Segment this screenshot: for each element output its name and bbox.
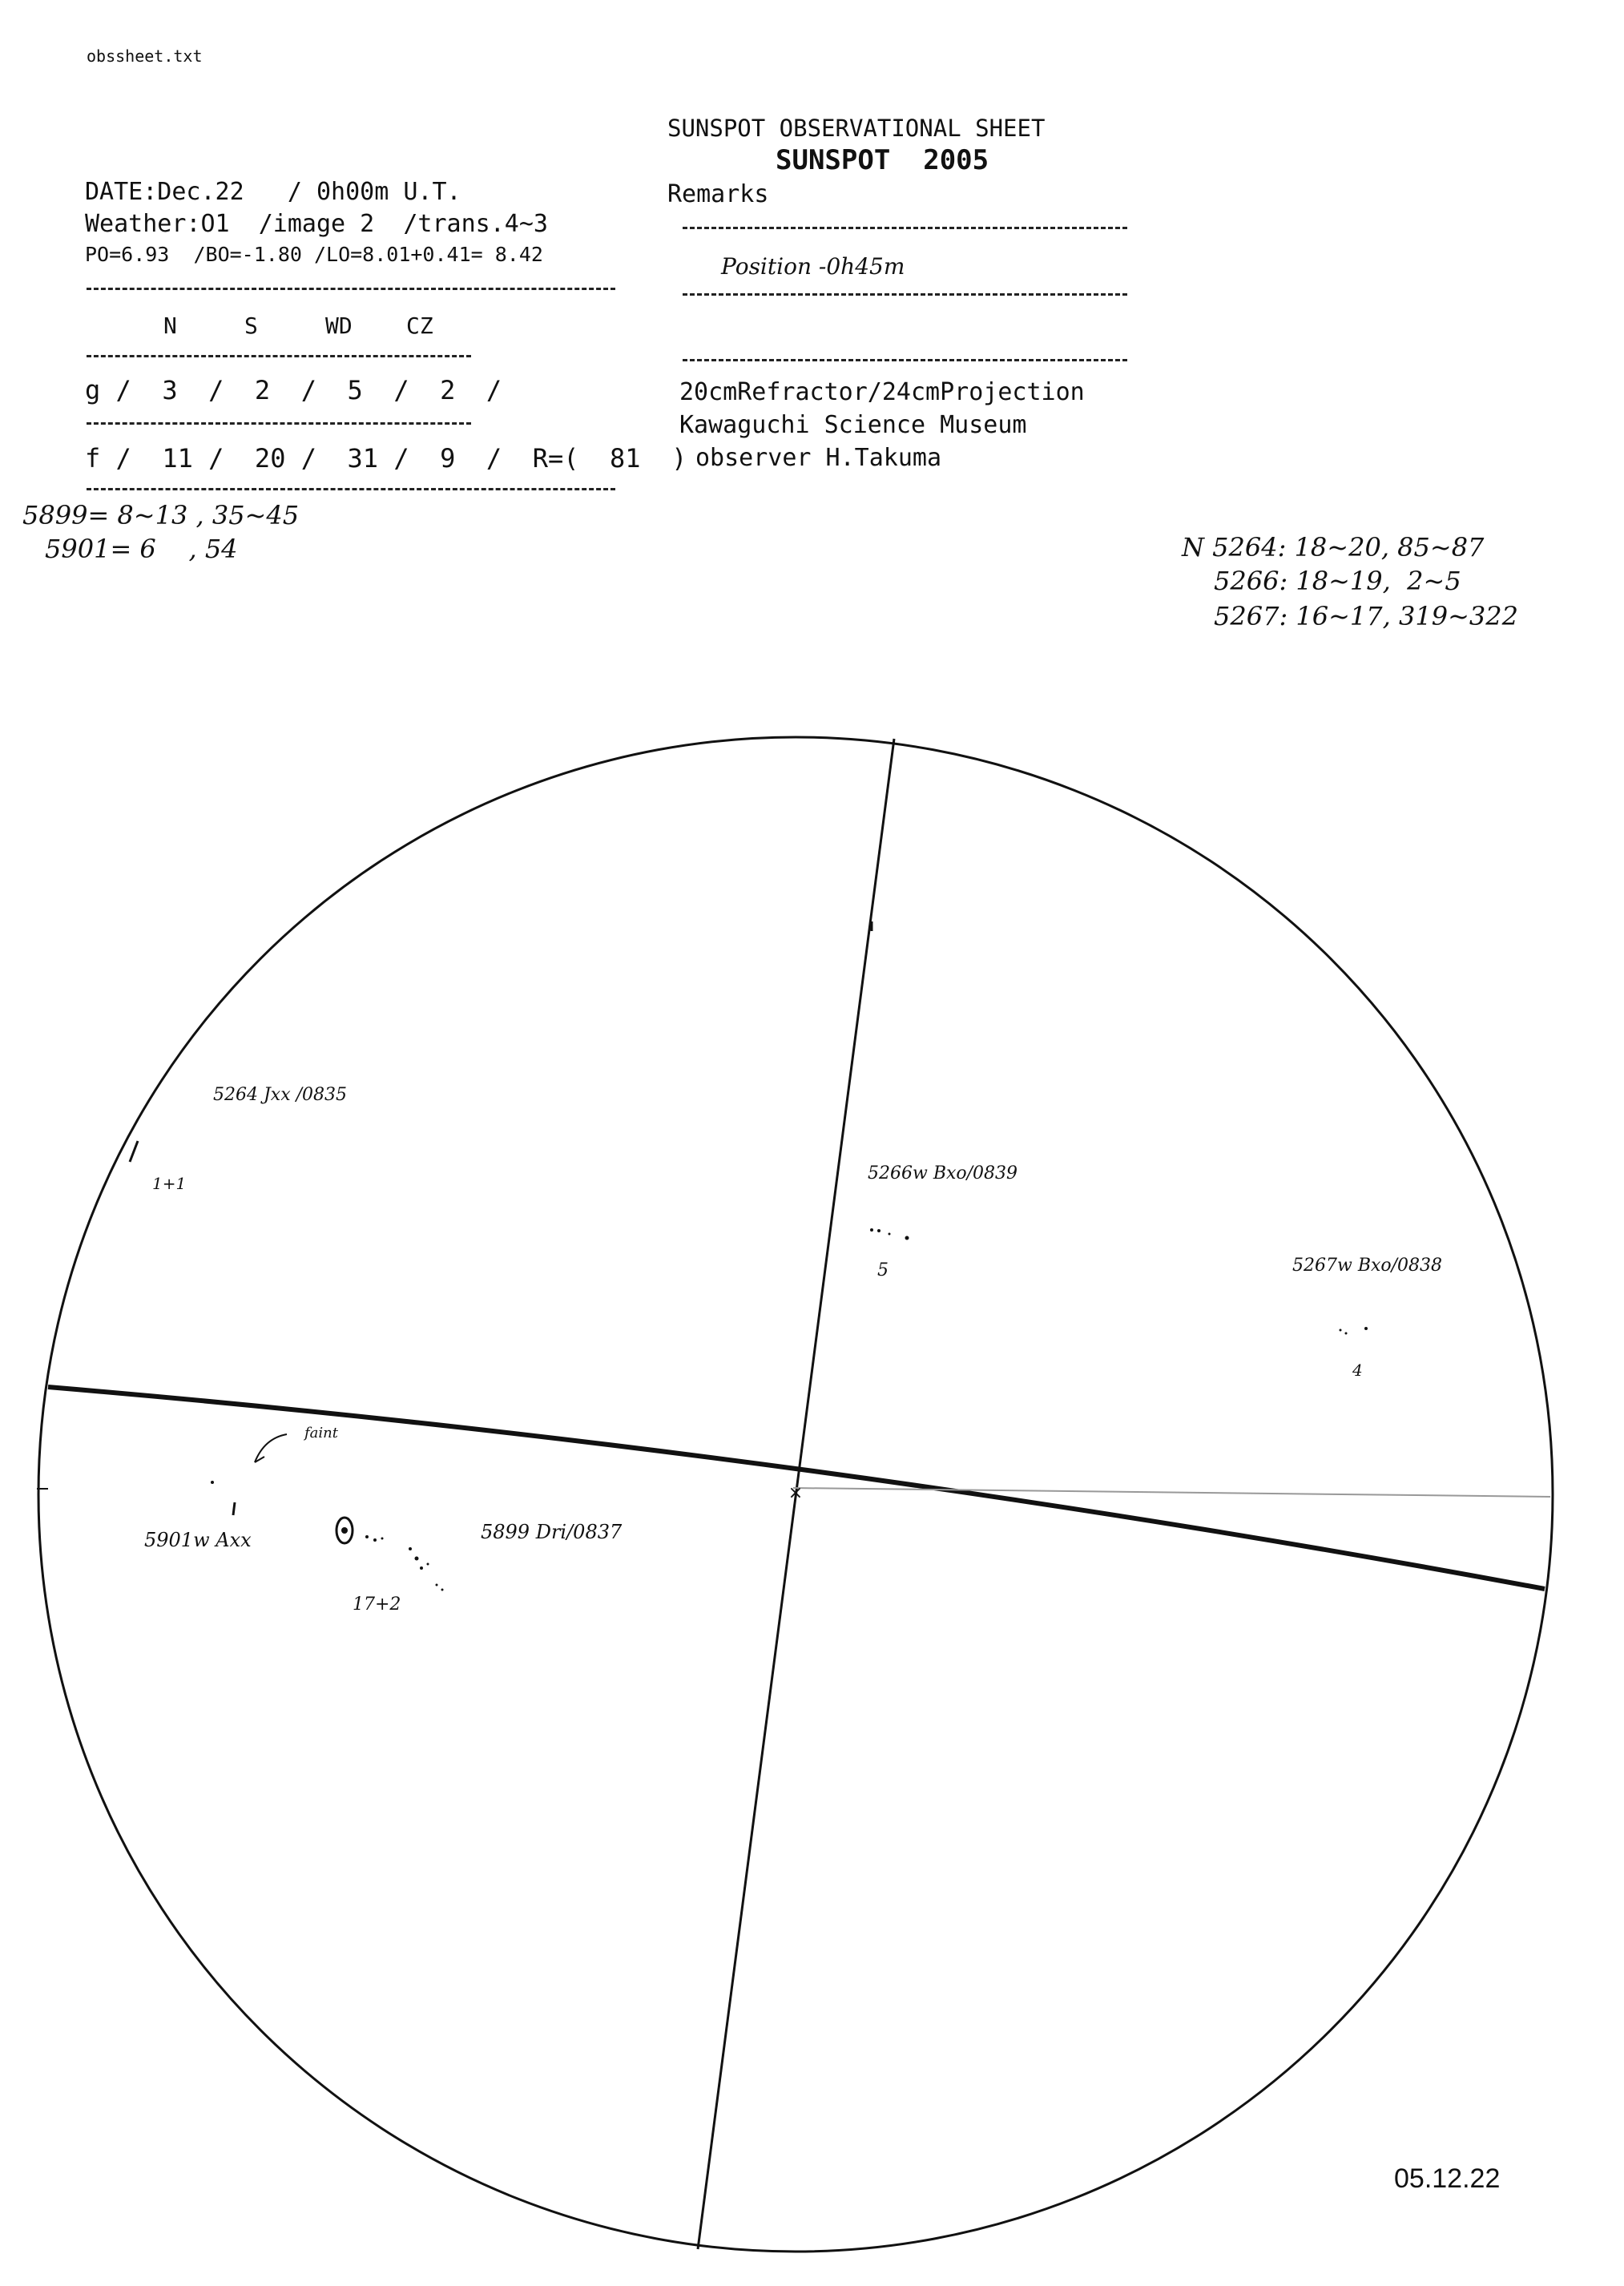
- right-note-5264: N 5264: 18~20, 85~87: [1182, 532, 1485, 562]
- sheet-subtitle: SUNSPOT 2005: [776, 144, 989, 176]
- col-cz: CZ: [406, 312, 433, 339]
- count-5264: 1+1: [152, 1174, 187, 1193]
- museum-line: Kawaguchi Science Museum: [679, 411, 1027, 439]
- spot-5899: [420, 1566, 423, 1570]
- remark-position: Position -0h45m: [721, 253, 905, 280]
- spot-5899: [427, 1563, 429, 1566]
- spot-5899: [415, 1557, 419, 1561]
- footer-date: 05.12.22: [1394, 2163, 1501, 2194]
- spot-5264: [130, 1141, 138, 1162]
- faint-label: faint: [304, 1425, 338, 1441]
- spot-5899: [365, 1535, 369, 1538]
- spot-5899: [373, 1538, 377, 1542]
- spot-5901: [233, 1502, 235, 1515]
- left-note-5901: 5901= 6 , 54: [45, 534, 238, 564]
- spot-5901: [211, 1481, 214, 1484]
- col-s: S: [244, 312, 258, 339]
- spot-5899: [381, 1538, 384, 1540]
- spot-5267: [1340, 1329, 1342, 1332]
- spot-5267: [1364, 1327, 1368, 1330]
- count-5266: 5: [877, 1260, 889, 1280]
- spot-5899: [436, 1584, 438, 1586]
- count-5267: 4: [1352, 1361, 1363, 1380]
- p-b-l-line: PO=6.93 /BO=-1.80 /LO=8.01+0.41= 8.42: [85, 243, 543, 266]
- center-mark: ×: [788, 1483, 804, 1503]
- spot-5899: [409, 1547, 412, 1550]
- spot-5267: [1345, 1332, 1348, 1335]
- spot-5266: [877, 1229, 881, 1232]
- observer-line: observer H.Takuma: [695, 444, 942, 472]
- remarks-label: Remarks: [667, 180, 769, 208]
- date-line: DATE:Dec.22 / 0h00m U.T.: [85, 178, 461, 206]
- label-5266: 5266w Bxo/0839: [868, 1163, 1018, 1183]
- spot-5899: [441, 1589, 444, 1591]
- label-5901: 5901w Axx: [144, 1529, 252, 1551]
- left-note-5899: 5899= 8~13 , 35~45: [22, 500, 300, 530]
- faint-arrow: [255, 1434, 287, 1462]
- label-5264: 5264 Jxx /0835: [213, 1085, 348, 1105]
- weather-line: Weather:O1 /image 2 /trans.4~3: [85, 210, 548, 238]
- spot-5266: [889, 1233, 891, 1236]
- spot-5266: [870, 1228, 873, 1232]
- instrument-line: 20cmRefractor/24cmProjection: [679, 378, 1085, 406]
- g-row: g / 3 / 2 / 5 / 2 /: [85, 375, 502, 405]
- reference-line: [793, 1488, 1550, 1497]
- sheet-title: SUNSPOT OBSERVATIONAL SHEET: [667, 115, 1046, 142]
- col-n: N: [163, 312, 177, 339]
- label-5899: 5899 Dri/0837: [481, 1521, 623, 1543]
- count-5899: 17+2: [353, 1595, 401, 1615]
- spot-5899-leader: [341, 1527, 348, 1534]
- label-5267: 5267w Bxo/0838: [1292, 1256, 1443, 1276]
- right-note-5267: 5267: 16~17, 319~322: [1214, 601, 1518, 631]
- f-row: f / 11 / 20 / 31 / 9 / R=( 81 ): [85, 443, 687, 474]
- spot-5266: [905, 1236, 909, 1240]
- col-wd: WD: [325, 312, 353, 339]
- file-label: obssheet.txt: [87, 46, 203, 66]
- right-note-5266: 5266: 18~19, 2~5: [1214, 566, 1461, 596]
